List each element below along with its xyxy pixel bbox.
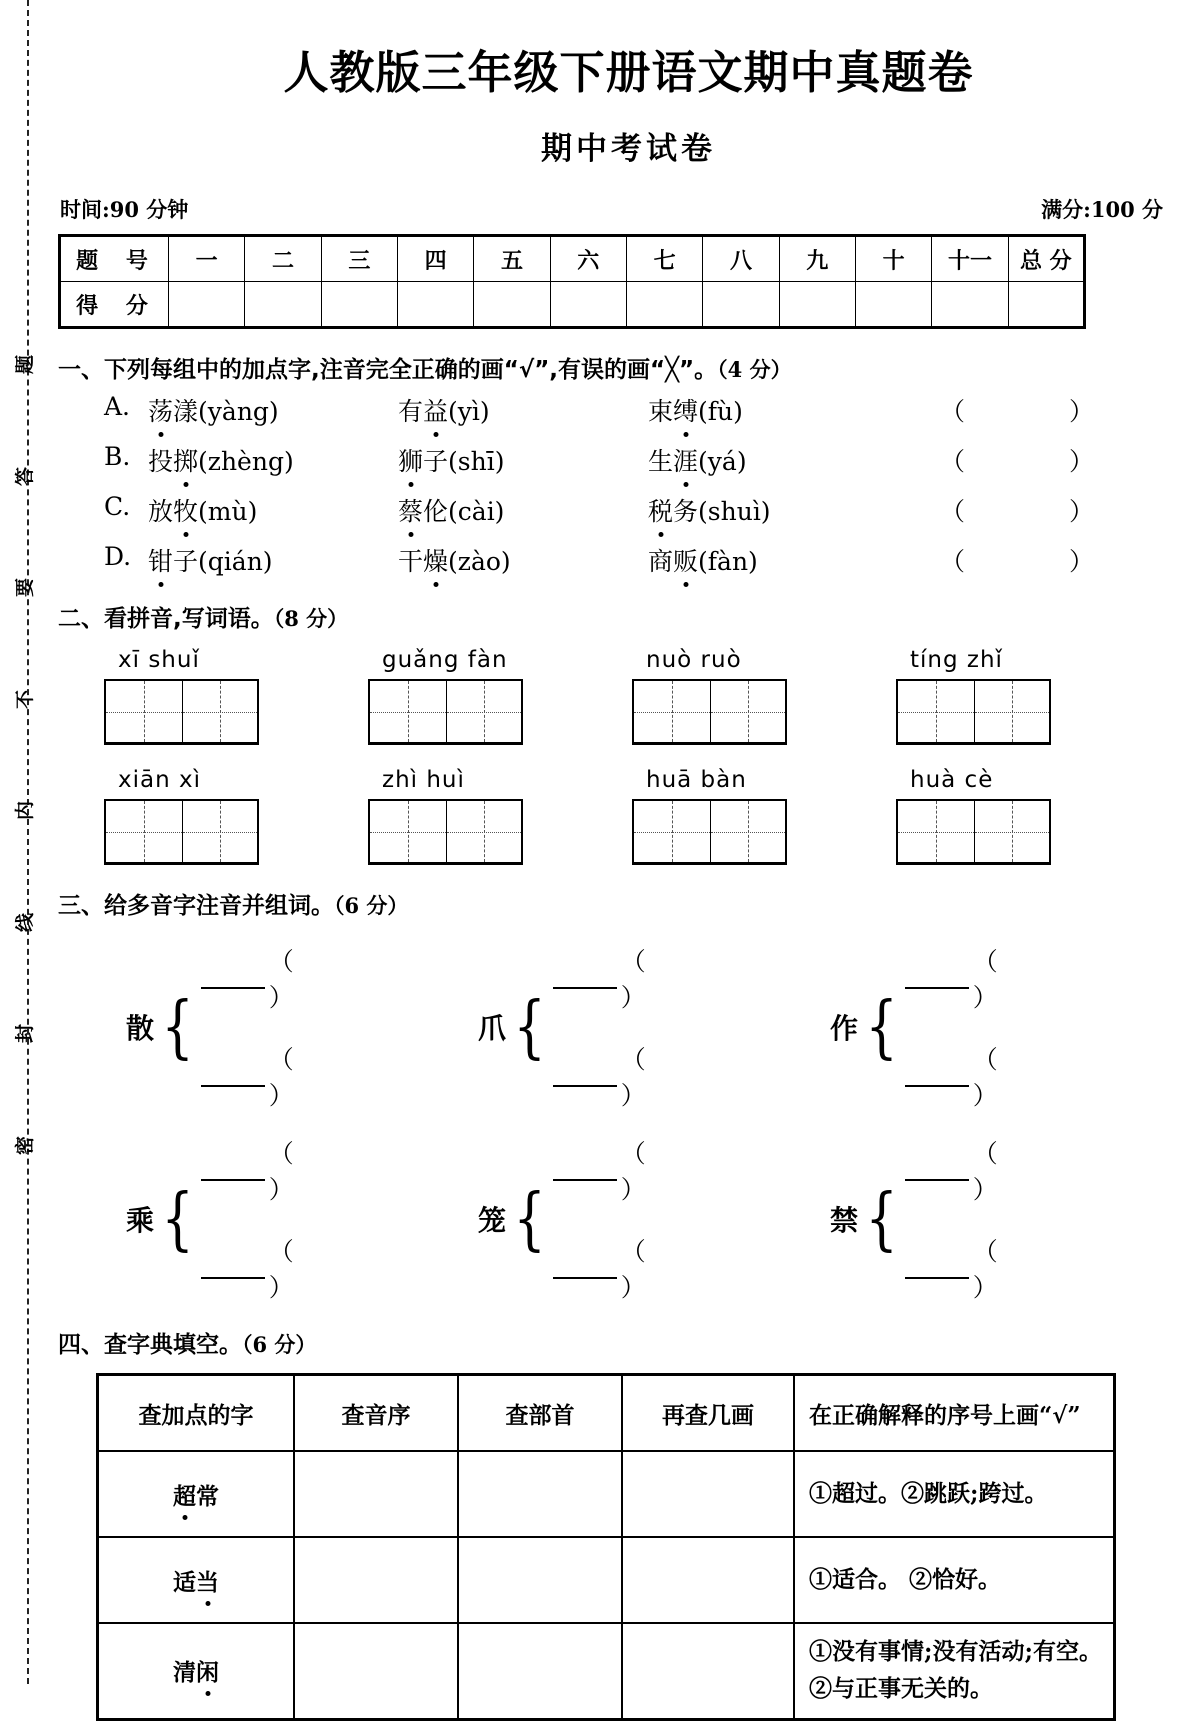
word-parenthesis[interactable]: （ ） — [268, 947, 356, 1012]
score-table-col-6: 六 — [550, 236, 626, 282]
polyphone-line — [201, 1040, 478, 1112]
word-rest: 放 — [148, 497, 174, 526]
dict-meanings-cell[interactable] — [794, 1537, 1115, 1623]
word-parenthesis[interactable]: （ ） — [620, 947, 708, 1012]
polyphone-line — [553, 942, 830, 1014]
polyphone-line — [201, 1232, 478, 1304]
tianzi-grid[interactable] — [368, 799, 523, 865]
seal-char: 内 — [14, 801, 37, 821]
polyphone-blanks — [553, 942, 830, 1112]
word-rest: 适 — [173, 1568, 196, 1596]
table-row — [98, 1623, 1115, 1719]
dotted-char: 荡 — [148, 392, 173, 428]
answer-parenthesis[interactable]: （ ） — [940, 397, 1142, 426]
choice-word-3 — [648, 492, 898, 528]
dotted-char: 掷 — [173, 442, 198, 478]
word-rest: 漾 — [173, 397, 199, 426]
answer-parenthesis[interactable]: （ ） — [940, 547, 1142, 576]
dict-answer-strokes[interactable] — [622, 1537, 794, 1623]
choice-row-d — [56, 542, 1191, 578]
tianzi-cell[interactable] — [974, 801, 1050, 862]
dict-answer-phonetic-order[interactable] — [294, 1537, 458, 1623]
score-cell-2[interactable] — [245, 282, 321, 328]
dict-answer-radical[interactable] — [458, 1537, 622, 1623]
polyphone-line — [553, 1040, 830, 1112]
tianzi-cell[interactable] — [898, 681, 974, 742]
dict-header-phonetic-order: 查音序 — [294, 1375, 458, 1452]
dotted-char: 涯 — [673, 442, 698, 478]
section-3-heading — [58, 887, 1191, 920]
dict-meanings-cell[interactable] — [794, 1623, 1115, 1719]
polyphone-char: 爪 — [478, 1012, 507, 1045]
section-3-title: 三、给多音字注音并组词。 — [58, 893, 334, 919]
word-rest: 束 — [648, 397, 674, 426]
dotted-char: 钳 — [148, 542, 173, 578]
tianzi-cell[interactable] — [106, 681, 182, 742]
score-cell-11[interactable] — [932, 282, 1008, 328]
section-2-pinyin-grids — [56, 647, 1191, 865]
tianzi-cell[interactable] — [634, 681, 710, 742]
dotted-char: 牧 — [173, 492, 198, 528]
score-cell-total[interactable] — [1008, 282, 1084, 328]
pinyin-label: guǎng fàn — [382, 647, 508, 673]
seal-char: 密 — [14, 1135, 37, 1155]
dotted-word — [173, 1654, 219, 1687]
pinyin-blank[interactable] — [201, 1159, 264, 1181]
word-parenthesis[interactable]: （ ） — [972, 1237, 1060, 1302]
tianzi-cell[interactable] — [370, 801, 446, 862]
word-rest: 干 — [398, 547, 424, 576]
dict-header-word: 查加点的字 — [98, 1375, 295, 1452]
pinyin-label: huà cè — [910, 767, 994, 793]
word-rest: 商 — [648, 547, 674, 576]
choice-letter: C. — [104, 492, 131, 521]
pinyin-blank[interactable] — [905, 1257, 968, 1279]
polyphone-line — [553, 1134, 830, 1206]
section-2-heading — [58, 600, 1191, 633]
tianzi-grid[interactable] — [632, 679, 787, 745]
page-subtitle: 期中考试卷 — [541, 131, 716, 167]
dict-table-header-row — [98, 1375, 1115, 1452]
score-cell-5[interactable] — [474, 282, 550, 328]
pinyin-blank[interactable] — [201, 1065, 264, 1087]
polyphone-char: 禁 — [830, 1204, 859, 1237]
pinyin-label: tíng zhǐ — [910, 647, 1003, 673]
pinyin-blank[interactable] — [553, 1159, 616, 1181]
polyphone-line — [905, 1232, 1182, 1304]
word-parenthesis[interactable]: （ ） — [972, 1045, 1060, 1110]
word-pinyin: (fù) — [698, 397, 743, 426]
polyphone-row-1 — [56, 942, 1191, 1112]
section-2-points: （8 分） — [273, 606, 349, 631]
choice-row-a — [56, 392, 1191, 428]
choice-letter: D. — [104, 542, 132, 571]
word-pinyin: (cài) — [448, 497, 505, 526]
choice-word-3 — [648, 392, 898, 428]
score-cell-6[interactable] — [550, 282, 626, 328]
polyphone-blanks — [553, 1134, 830, 1304]
exam-meta — [56, 194, 1191, 224]
pinyin-cell — [888, 767, 1152, 865]
pinyin-blank[interactable] — [553, 967, 616, 989]
tianzi-grid[interactable] — [104, 799, 259, 865]
polyphone-line — [201, 1134, 478, 1206]
polyphone-line — [905, 1040, 1182, 1112]
meaning-line: ①适合。 ②恰好。 — [809, 1565, 1002, 1593]
tianzi-cell[interactable] — [370, 681, 446, 742]
dotted-char: 超 — [173, 1478, 196, 1511]
tianzi-cell[interactable] — [634, 801, 710, 862]
pinyin-label: zhì huì — [382, 767, 465, 793]
word-pinyin: (mù) — [198, 497, 258, 526]
word-parenthesis[interactable]: （ ） — [620, 1045, 708, 1110]
answer-parenthesis[interactable]: （ ） — [940, 447, 1142, 476]
pinyin-label: nuò ruò — [646, 647, 742, 673]
choice-word-1 — [148, 392, 398, 428]
word-rest: 伦 — [423, 497, 449, 526]
score-table-col-5: 五 — [474, 236, 550, 282]
choice-word-1 — [148, 442, 398, 478]
curly-brace-icon: { — [865, 1179, 898, 1259]
word-pinyin: (yì) — [448, 397, 490, 426]
word-pinyin: (shī) — [448, 447, 505, 476]
time-limit-label: 时间:90 分钟 — [60, 197, 189, 222]
pinyin-label: xiān xì — [118, 767, 201, 793]
pinyin-blank[interactable] — [553, 1257, 616, 1279]
pinyin-label: huā bàn — [646, 767, 747, 793]
dotted-char: 当 — [196, 1564, 219, 1597]
polyphone-item — [126, 1134, 478, 1304]
score-table-col-2: 二 — [245, 236, 321, 282]
dotted-char: 燥 — [423, 542, 448, 578]
polyphone-line — [201, 942, 478, 1014]
score-table-col-3: 三 — [321, 236, 397, 282]
dict-answer-radical[interactable] — [458, 1623, 622, 1719]
polyphone-char: 乘 — [126, 1204, 155, 1237]
polyphone-item — [126, 942, 478, 1112]
choice-letter: A. — [104, 392, 131, 421]
word-rest: 子 — [173, 547, 199, 576]
word-rest: 生 — [648, 447, 674, 476]
word-parenthesis[interactable]: （ ） — [620, 1237, 708, 1302]
table-row — [98, 1451, 1115, 1537]
seal-char: 线 — [14, 912, 37, 932]
sealed-line-margin — [0, 0, 56, 1684]
choice-word-2 — [398, 442, 648, 478]
tianzi-cell[interactable] — [182, 681, 258, 742]
word-parenthesis[interactable]: （ ） — [972, 1139, 1060, 1204]
dotted-char: 贩 — [673, 542, 698, 578]
score-table — [58, 234, 1086, 329]
score-table-col-11: 十一 — [932, 236, 1008, 282]
tianzi-cell[interactable] — [446, 801, 522, 862]
tianzi-cell[interactable] — [710, 681, 786, 742]
pinyin-blank[interactable] — [201, 967, 264, 989]
dotted-char: 缚 — [673, 392, 698, 428]
score-cell-9[interactable] — [779, 282, 855, 328]
pinyin-cell — [624, 647, 888, 745]
score-cell-8[interactable] — [703, 282, 779, 328]
dotted-char: 蔡 — [398, 492, 423, 528]
polyphone-blanks — [201, 1134, 478, 1304]
dict-header-meanings: 在正确解释的序号上画“√” — [794, 1375, 1115, 1452]
tianzi-cell[interactable] — [974, 681, 1050, 742]
tianzi-grid[interactable] — [368, 679, 523, 745]
tianzi-cell[interactable] — [182, 801, 258, 862]
word-pinyin: (yàng) — [198, 397, 279, 426]
score-table-col-10: 十 — [855, 236, 931, 282]
word-parenthesis[interactable]: （ ） — [972, 947, 1060, 1012]
section-4-heading — [58, 1326, 1191, 1359]
choice-word-2 — [398, 542, 648, 578]
word-parenthesis[interactable]: （ ） — [268, 1237, 356, 1302]
curly-brace-icon: { — [161, 987, 194, 1067]
choice-row-b — [56, 442, 1191, 478]
dotted-char: 闲 — [196, 1654, 219, 1687]
section-1-points: （4 分） — [717, 357, 792, 382]
tianzi-grid[interactable] — [632, 799, 787, 865]
word-pinyin: (shuì) — [698, 497, 771, 526]
dict-answer-radical[interactable] — [458, 1451, 622, 1537]
dict-answer-strokes[interactable] — [622, 1451, 794, 1537]
dictionary-lookup-table — [96, 1373, 1116, 1721]
polyphone-item — [478, 942, 830, 1112]
word-rest: 清 — [173, 1659, 196, 1687]
dict-meanings-cell[interactable] — [794, 1451, 1115, 1537]
word-rest: 子 — [423, 447, 449, 476]
pinyin-cell — [888, 647, 1152, 745]
word-rest: 投 — [148, 447, 174, 476]
score-table-row-question-numbers — [60, 236, 1085, 282]
tianzi-cell[interactable] — [106, 801, 182, 862]
score-cell-4[interactable] — [397, 282, 473, 328]
word-parenthesis[interactable]: （ ） — [620, 1139, 708, 1204]
polyphone-char: 作 — [830, 1012, 859, 1045]
word-rest: 有 — [398, 397, 424, 426]
word-parenthesis[interactable]: （ ） — [268, 1045, 356, 1110]
pinyin-label: xī shuǐ — [118, 647, 200, 673]
tianzi-grid[interactable] — [104, 679, 259, 745]
polyphone-item — [478, 1134, 830, 1304]
choice-word-3 — [648, 542, 898, 578]
curly-brace-icon: { — [513, 1179, 546, 1259]
section-1-choices — [56, 392, 1191, 578]
seal-char: 封 — [14, 1024, 37, 1044]
dict-header-strokes: 再查几画 — [622, 1375, 794, 1452]
tianzi-grid[interactable] — [896, 799, 1051, 865]
score-cell-7[interactable] — [626, 282, 702, 328]
seal-char: 答 — [14, 466, 37, 486]
polyphone-line — [905, 1134, 1182, 1206]
polyphone-item — [830, 942, 1182, 1112]
word-pinyin: (fàn) — [698, 547, 758, 576]
dict-answer-phonetic-order[interactable] — [294, 1451, 458, 1537]
pinyin-blank[interactable] — [553, 1065, 616, 1087]
pinyin-blank[interactable] — [905, 1065, 968, 1087]
polyphone-blanks — [201, 942, 478, 1112]
pinyin-cell — [96, 767, 360, 865]
pinyin-row-2 — [56, 767, 1191, 865]
dotted-char: 益 — [423, 392, 448, 428]
section-2-title: 二、看拼音,写词语。 — [58, 606, 274, 632]
meaning-line: ①超过。②跳跃;跨过。 — [809, 1479, 1048, 1507]
pinyin-blank[interactable] — [201, 1257, 264, 1279]
choice-word-1 — [148, 542, 398, 578]
dotted-word — [173, 1478, 219, 1511]
section-4-title: 四、查字典填空。 — [58, 1332, 242, 1358]
section-4-points: （6 分） — [242, 1332, 317, 1357]
pinyin-row-1 — [56, 647, 1191, 745]
choice-word-1 — [148, 492, 398, 528]
score-cell-1[interactable] — [169, 282, 245, 328]
word-pinyin: (zào) — [448, 547, 511, 576]
score-table-col-8: 八 — [703, 236, 779, 282]
sealed-line-text — [4, 355, 48, 1155]
table-row — [98, 1537, 1115, 1623]
score-table-row-scores — [60, 282, 1085, 328]
seal-char: 题 — [14, 354, 37, 375]
dict-word-cell — [98, 1451, 295, 1537]
dotted-char: 狮 — [398, 442, 423, 478]
seal-char: 不 — [14, 689, 37, 709]
dotted-word — [173, 1564, 219, 1597]
exam-page — [56, 0, 1191, 1702]
curly-brace-icon: { — [161, 1179, 194, 1259]
score-cell-10[interactable] — [855, 282, 931, 328]
section-1-title: 一、下列每组中的加点字,注音完全正确的画“√”,有误的画“╳”。 — [58, 357, 718, 383]
polyphone-char: 散 — [126, 1012, 155, 1045]
meaning-line: ①没有事情;没有活动;有空。 — [809, 1638, 1102, 1665]
answer-parenthesis[interactable]: （ ） — [940, 497, 1142, 526]
pinyin-cell — [96, 647, 360, 745]
polyphone-row-2 — [56, 1134, 1191, 1304]
polyphone-blanks — [905, 1134, 1182, 1304]
score-table-col-9: 九 — [779, 236, 855, 282]
dict-answer-phonetic-order[interactable] — [294, 1623, 458, 1719]
word-pinyin: (yá) — [698, 447, 747, 476]
score-table-col-4: 四 — [397, 236, 473, 282]
pinyin-blank[interactable] — [905, 1159, 968, 1181]
choice-word-3 — [648, 442, 898, 478]
word-pinyin: (zhèng) — [198, 447, 294, 476]
polyphone-char: 笼 — [478, 1204, 507, 1237]
polyphone-item — [830, 1134, 1182, 1304]
tianzi-cell[interactable] — [446, 681, 522, 742]
score-table-label-question: 题 号 — [60, 236, 169, 282]
curly-brace-icon: { — [865, 987, 898, 1067]
dict-word-cell — [98, 1537, 295, 1623]
score-table-label-score: 得 分 — [60, 282, 169, 328]
polyphone-line — [553, 1232, 830, 1304]
pinyin-blank[interactable] — [905, 967, 968, 989]
dict-header-radical: 查部首 — [458, 1375, 622, 1452]
pinyin-cell — [360, 767, 624, 865]
score-cell-3[interactable] — [321, 282, 397, 328]
total-score-label: 满分:100 分 — [1041, 197, 1163, 222]
word-rest: 务 — [673, 497, 699, 526]
word-pinyin: (qián) — [198, 547, 273, 576]
tianzi-cell[interactable] — [710, 801, 786, 862]
polyphone-line — [905, 942, 1182, 1014]
curly-brace-icon: { — [513, 987, 546, 1067]
page-title: 人教版三年级下册语文期中真题卷 — [283, 46, 974, 99]
meaning-line: ②与正事无关的。 — [809, 1674, 993, 1702]
tianzi-grid[interactable] — [896, 679, 1051, 745]
score-table-col-7: 七 — [626, 236, 702, 282]
choice-word-2 — [398, 392, 648, 428]
section-3-points: （6 分） — [334, 893, 409, 918]
pinyin-cell — [624, 767, 888, 865]
pinyin-cell — [360, 647, 624, 745]
section-1-heading — [58, 351, 1191, 384]
dict-word-cell — [98, 1623, 295, 1719]
word-rest: 常 — [196, 1482, 219, 1510]
score-table-col-total: 总 分 — [1008, 236, 1084, 282]
seal-char: 要 — [14, 578, 37, 598]
choice-letter: B. — [104, 442, 131, 471]
choice-word-2 — [398, 492, 648, 528]
score-table-col-1: 一 — [169, 236, 245, 282]
dotted-char: 税 — [648, 492, 673, 528]
choice-row-c — [56, 492, 1191, 528]
dict-answer-strokes[interactable] — [622, 1623, 794, 1719]
word-parenthesis[interactable]: （ ） — [268, 1139, 356, 1204]
polyphone-blanks — [905, 942, 1182, 1112]
tianzi-cell[interactable] — [898, 801, 974, 862]
